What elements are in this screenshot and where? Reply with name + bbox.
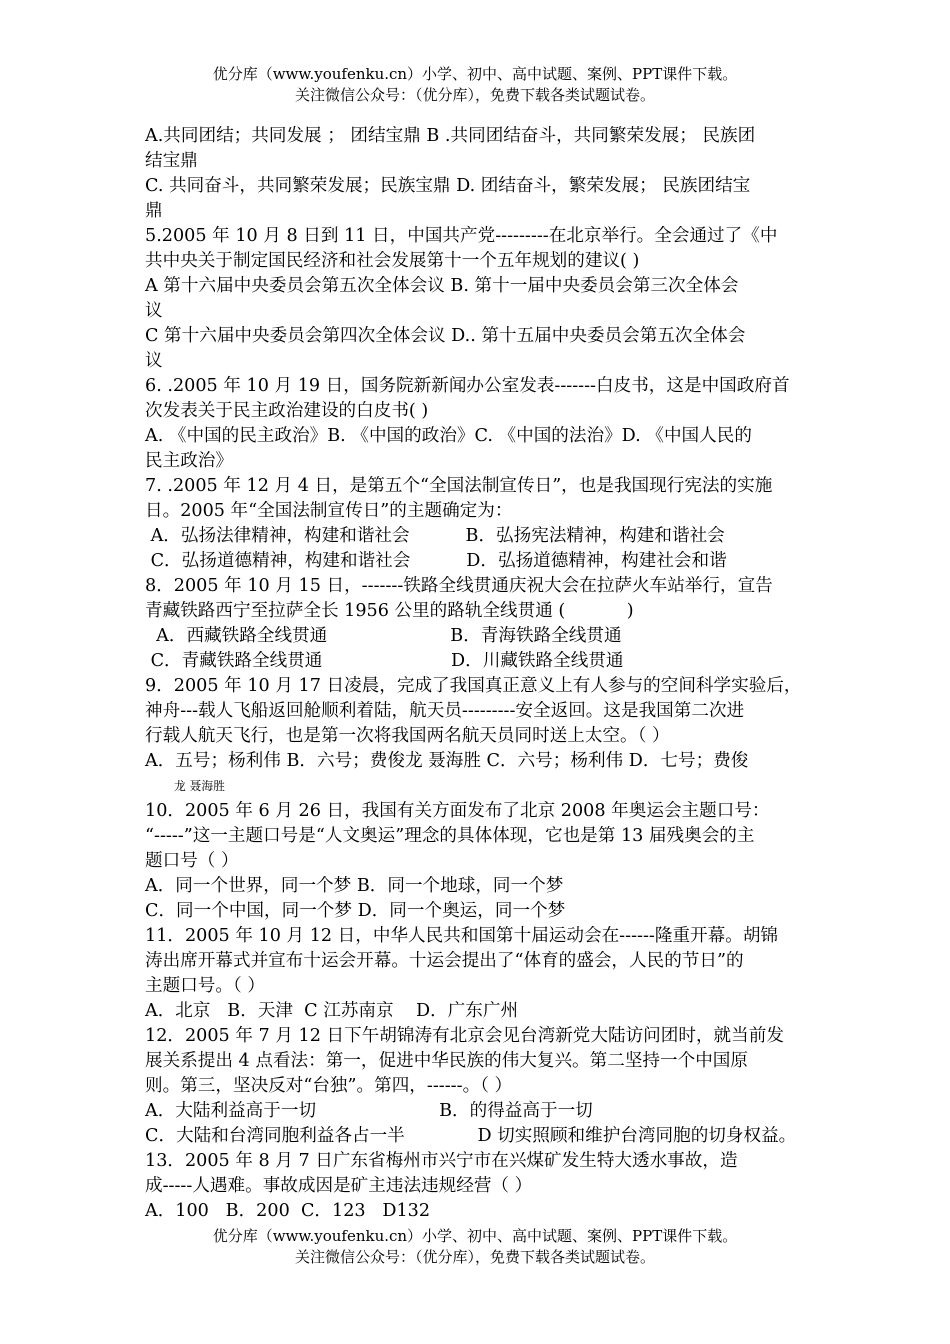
text-line: “-----”这一主题口号是“人文奥运”理念的具体体现，它也是第 13 届残奥会的主 xyxy=(145,826,755,846)
question-11: 11．2005 年 10 月 12 日，中华人民共和国第十届运动会在------隆重开幕。胡锦 xyxy=(145,926,779,946)
text-line: 次发表关于民主政治建设的白皮书( ) xyxy=(145,401,429,421)
text-line: 成-----人遇难。事故成因是矿主违法违规经营（ ） xyxy=(145,1176,533,1196)
text-line: 日。2005 年“全国法制宣传日”的主题确定为： xyxy=(145,501,513,521)
question-7: 7. .2005 年 12 月 4 日，是第五个“全国法制宣传日”，也是我国现行宪法的实施 xyxy=(145,476,773,496)
text-line: A．北京 B．天津 C 江苏南京 D．广东广州 xyxy=(145,1001,519,1021)
text-line: 主题口号。（ ） xyxy=(145,976,265,996)
question-9: 9．2005 年 10 月 17 日凌晨，完成了我国真正意义上有人参与的空间科学实验后， xyxy=(145,676,802,696)
header-line-1: 优分库（www.youfenku.cn）小学、初中、高中试题、案例、PPT课件下载。 xyxy=(212,65,738,83)
text-line: 议 xyxy=(145,301,163,321)
text-line: A. 《中国的民主政治》B. 《中国的政治》C. 《中国的法治》D. 《中国人民的 xyxy=(145,426,752,446)
text-line: 神舟---载人飞船返回舱顺利着陆，航天员---------安全返回。这是我国第二次进 xyxy=(145,701,745,721)
text-line: 则。第三，坚决反对“台独”。第四，------。（ ） xyxy=(145,1076,513,1096)
text-line: 青藏铁路西宁至拉萨全长 1956 公里的路轨全线贯通 ( ) xyxy=(145,601,634,621)
text-line: C．弘扬道德精神，构建和谐社会 D．弘扬道德精神，构建社会和谐 xyxy=(145,551,727,571)
text-line: C．青藏铁路全线贯通 D．川藏铁路全线贯通 xyxy=(145,651,624,671)
footer-line-2: 关注微信公众号：（优分库），免费下载各类试题试卷。 xyxy=(294,1248,655,1266)
text-line: 结宝鼎 xyxy=(145,151,198,171)
footer-line-1: 优分库（www.youfenku.cn）小学、初中、高中试题、案例、PPT课件下载。 xyxy=(212,1227,738,1245)
page-header xyxy=(0,64,950,106)
text-line: 展关系提出 4 点看法：第一，促进中华民族的伟大复兴。第二坚持一个中国原 xyxy=(145,1051,748,1071)
text-line: A．同一个世界，同一个梦 B．同一个地球，同一个梦 xyxy=(145,876,564,896)
text-line: C. 共同奋斗，共同繁荣发展；民族宝鼎 D. 团结奋斗，繁荣发展； 民族团结宝 xyxy=(145,176,751,196)
text-line: A 第十六届中央委员会第五次全体会议 B. 第十一届中央委员会第三次全体会 xyxy=(145,276,739,296)
header-line-2: 关注微信公众号：（优分库），免费下载各类试题试卷。 xyxy=(294,86,655,104)
text-line: C．大陆和台湾同胞利益各占一半 D 切实照顾和维护台湾同胞的切身权益。 xyxy=(145,1126,797,1146)
text-line: 议 xyxy=(145,351,163,371)
text-line: A.共同团结；共同发展 ； 团结宝鼎 B .共同团结奋斗，共同繁荣发展； 民族团 xyxy=(145,126,756,146)
question-5: 5.2005 年 10 月 8 日到 11 日，中国共产党---------在北京举行。全会通过了《中 xyxy=(145,226,778,246)
question-10: 10．2005 年 6 月 26 日，我国有关方面发布了北京 2008 年奥运会主题口号： xyxy=(145,801,770,821)
text-line: 共中央关于制定国民经济和社会发展第十一个五年规划的建议( ) xyxy=(145,251,640,271)
document-body xyxy=(145,124,820,1224)
text-line: A．100 B．200 C．123 D132 xyxy=(145,1201,431,1221)
text-line: A．五号；杨利伟 B．六号；费俊龙 聂海胜 C．六号；杨利伟 D．七号；费俊 xyxy=(145,751,749,771)
text-line: A．西藏铁路全线贯通 B．青海铁路全线贯通 xyxy=(145,626,622,646)
text-line: 涛出席开幕式并宣布十运会开幕。十运会提出了“体育的盛会，人民的节日”的 xyxy=(145,951,744,971)
text-line: 龙 聂海胜 xyxy=(174,779,225,793)
text-line: A．弘扬法律精神，构建和谐社会 B．弘扬宪法精神，构建和谐社会 xyxy=(145,526,725,546)
page-footer xyxy=(0,1226,950,1268)
text-line: 鼎 xyxy=(145,201,163,221)
text-line: 题口号（ ） xyxy=(145,851,239,871)
text-line: C．同一个中国，同一个梦 D．同一个奥运，同一个梦 xyxy=(145,901,566,921)
text-line: A．大陆利益高于一切 B．的得益高于一切 xyxy=(145,1101,593,1121)
text-line: 行载人航天飞行，也是第一次将我国两名航天员同时送上太空。（ ） xyxy=(145,726,670,746)
text-line: 民主政治》 xyxy=(145,451,233,471)
question-8: 8．2005 年 10 月 15 日，-------铁路全线贯通庆祝大会在拉萨火车站举行，宣告 xyxy=(145,576,773,596)
question-12: 12．2005 年 7 月 12 日下午胡锦涛有北京会见台湾新党大陆访问团时，就当前发 xyxy=(145,1026,784,1046)
question-13: 13．2005 年 8 月 7 日广东省梅州市兴宁市在兴煤矿发生特大透水事故，造 xyxy=(145,1151,738,1171)
question-6: 6. .2005 年 10 月 19 日，国务院新新闻办公室发表-------白皮书，这是中国政府首 xyxy=(145,376,790,396)
text-line: C 第十六届中央委员会第四次全体会议 D.. 第十五届中央委员会第五次全体会 xyxy=(145,326,746,346)
